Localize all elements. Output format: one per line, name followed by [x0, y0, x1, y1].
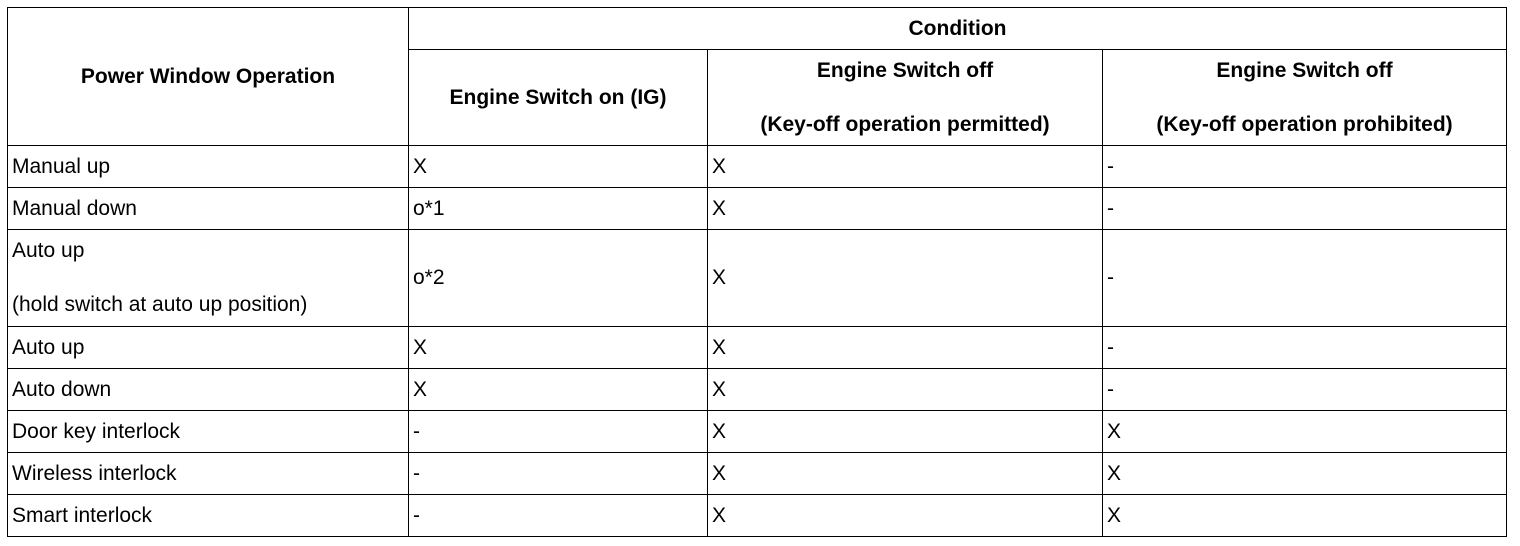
cell-operation-main: Auto up	[12, 239, 85, 262]
header-col-2-line2: (Key-off operation permitted)	[760, 112, 1050, 136]
cell-off-permitted: X	[708, 411, 1103, 453]
header-col-3-line2: (Key-off operation prohibited)	[1156, 112, 1453, 136]
cell-off-permitted: X	[708, 327, 1103, 369]
cell-operation: Manual down	[8, 188, 409, 230]
cell-off-prohibited: -	[1103, 327, 1507, 369]
cell-off-permitted: X	[708, 453, 1103, 495]
cell-off-permitted: X	[708, 188, 1103, 230]
header-engine-switch-on	[409, 50, 708, 146]
cell-ig-on: -	[409, 453, 708, 495]
cell-ig-on: X	[409, 369, 708, 411]
cell-operation: Auto down	[8, 369, 409, 411]
cell-off-prohibited: -	[1103, 369, 1507, 411]
cell-ig-on: -	[409, 495, 708, 537]
cell-operation: Manual up	[8, 146, 409, 188]
cell-ig-on: -	[409, 411, 708, 453]
cell-ig-on: o*2	[409, 230, 708, 327]
table-row	[8, 230, 1507, 327]
cell-operation: Wireless interlock	[8, 453, 409, 495]
cell-operation: Auto up	[8, 327, 409, 369]
table-row	[8, 411, 1507, 453]
table-row	[8, 327, 1507, 369]
cell-off-prohibited: X	[1103, 411, 1507, 453]
cell-off-prohibited: X	[1103, 453, 1507, 495]
cell-off-permitted: X	[708, 146, 1103, 188]
cell-off-prohibited: X	[1103, 495, 1507, 537]
header-condition: Condition	[409, 8, 1507, 50]
table-row	[8, 146, 1507, 188]
cell-off-prohibited: -	[1103, 188, 1507, 230]
cell-off-prohibited: -	[1103, 146, 1507, 188]
header-col-1-line1: Engine Switch on (IG)	[449, 85, 667, 109]
cell-operation: Smart interlock	[8, 495, 409, 537]
cell-ig-on: X	[409, 327, 708, 369]
power-window-operation-table	[7, 7, 1507, 537]
table-row	[8, 188, 1507, 230]
header-col-2-line1: Engine Switch off	[816, 58, 994, 82]
cell-operation: Door key interlock	[8, 411, 409, 453]
cell-off-prohibited: -	[1103, 230, 1507, 327]
header-engine-switch-off-permitted	[708, 50, 1103, 146]
table-row	[8, 453, 1507, 495]
cell-ig-on: o*1	[409, 188, 708, 230]
cell-off-permitted: X	[708, 369, 1103, 411]
cell-ig-on: X	[409, 146, 708, 188]
table-row	[8, 495, 1507, 537]
cell-off-permitted: X	[708, 495, 1103, 537]
header-operation: Power Window Operation	[8, 8, 409, 146]
header-engine-switch-off-prohibited	[1103, 50, 1507, 146]
cell-operation	[8, 230, 409, 327]
table-row	[8, 369, 1507, 411]
cell-off-permitted: X	[708, 230, 1103, 327]
header-col-3-line1: Engine Switch off	[1216, 58, 1393, 82]
cell-operation-note: (hold switch at auto up position)	[12, 293, 308, 316]
